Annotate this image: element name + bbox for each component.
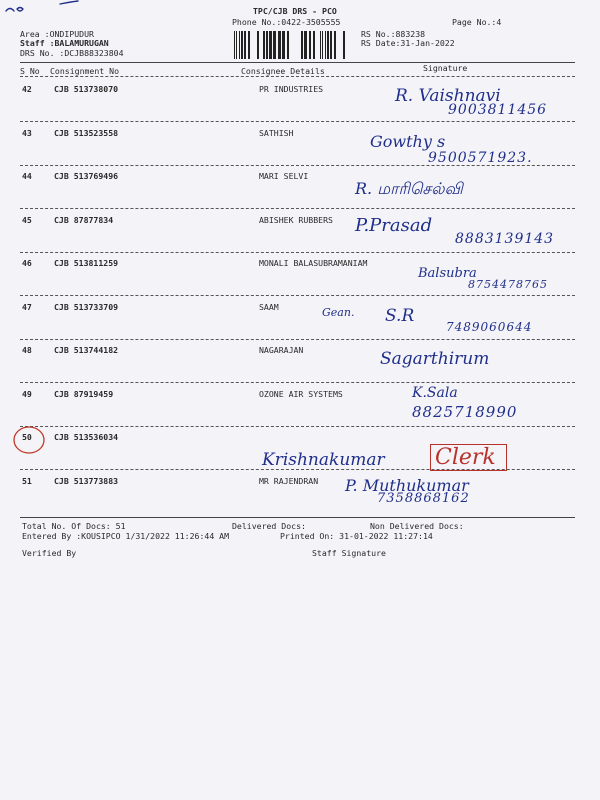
row-divider: [20, 469, 575, 470]
verified-by: Verified By: [22, 548, 77, 558]
row-sno: 47: [22, 301, 32, 312]
row-signature: R. மாரிசெல்வி: [355, 179, 463, 198]
rs-number: RS No.:883238: [361, 29, 426, 39]
row-consignee: OZONE AIR SYSTEMS: [259, 388, 343, 399]
non-delivered-docs: Non Delivered Docs:: [370, 521, 464, 531]
row-signature: Krishnakumar: [262, 450, 385, 470]
row-consignment: CJB 513744182: [54, 345, 119, 355]
row-sno: 51: [22, 475, 32, 486]
row-phone-handwritten: 7358868162: [377, 490, 470, 506]
column-rule: [20, 76, 575, 77]
staff-label: Staff :BALAMURUGAN: [20, 38, 109, 48]
footer-rule: [20, 517, 575, 518]
row-stamp-signature: Clerk: [430, 444, 507, 471]
row-consignee: SATHISH: [259, 127, 294, 138]
col-sno: S No: [20, 66, 40, 76]
row-sno: 44: [22, 171, 32, 181]
row-consignee: SAAM: [259, 301, 279, 312]
row-consignment: CJB 513738070: [54, 84, 119, 94]
row-phone-handwritten: 9003811456: [448, 102, 548, 118]
row-sno: 48: [22, 345, 32, 355]
row-signature: Balsubra: [418, 266, 477, 281]
row-divider: [20, 165, 575, 166]
printed-on: Printed On: 31-01-2022 11:27:14: [280, 531, 433, 541]
row-consignment: CJB 513773883: [54, 475, 119, 486]
row-consignment: CJB 87919459: [54, 388, 114, 399]
row-phone-handwritten: 7489060644: [446, 319, 533, 334]
barcode: [231, 31, 351, 60]
row-sno: 46: [22, 258, 32, 268]
red-circle-mark: [10, 424, 50, 458]
row-sno: 45: [22, 214, 32, 225]
row-signature: S.R: [385, 305, 415, 326]
row-sno: 50: [22, 432, 32, 442]
row-divider: [20, 339, 575, 340]
row-consignment: CJB 513733709: [54, 301, 119, 312]
delivered-docs: Delivered Docs:: [232, 521, 306, 531]
drs-number: DRS No. :DCJB88323804: [20, 48, 124, 58]
row-divider: [20, 382, 575, 383]
row-divider: [20, 208, 575, 209]
rs-date: RS Date:31-Jan-2022: [361, 38, 455, 48]
row-signature: Sagarthirum: [380, 349, 490, 369]
header-rule: [20, 62, 575, 63]
row-divider: [20, 121, 575, 122]
row-signature: P.Prasad: [355, 214, 433, 236]
row-consignee: NAGARAJAN: [259, 345, 304, 355]
total-docs: Total No. Of Docs: 51: [22, 521, 126, 531]
row-phone-handwritten: 9500571923.: [428, 149, 533, 166]
row-consignee: ABISHEK RUBBERS: [259, 214, 333, 225]
row-sno: 49: [22, 388, 32, 399]
row-consignee: MR RAJENDRAN: [259, 475, 319, 486]
row-consignment: CJB 513523558: [54, 127, 119, 138]
row-consignment: CJB 513769496: [54, 171, 119, 181]
row-consignment: CJB 513811259: [54, 258, 119, 268]
row-sno: 42: [22, 84, 32, 94]
area-label: Area :ONDIPUDUR: [20, 29, 94, 39]
row-divider: [20, 252, 575, 253]
col-consignment: Consignment No: [50, 66, 120, 76]
document-title: TPC/CJB DRS - PCO: [253, 6, 337, 16]
row-phone-handwritten: 8825718990: [412, 402, 518, 421]
row-consignee: MARI SELVI: [259, 171, 309, 181]
row-consignee: PR INDUSTRIES: [259, 84, 324, 94]
row-consignee: MONALI BALASUBRAMANIAM: [259, 258, 368, 268]
col-consignee: Consignee Details: [241, 66, 325, 76]
row-consignment: CJB 87877834: [54, 214, 114, 225]
row-signature: P. Muthukumar: [345, 475, 469, 495]
row-divider: [20, 426, 575, 427]
row-sno: 43: [22, 127, 32, 138]
row-phone-handwritten: 8883139143: [455, 230, 555, 247]
phone-number: Phone No.:0422-3505555: [232, 17, 341, 27]
col-signature: Signature: [423, 63, 468, 73]
row-note: Gean.: [322, 305, 355, 319]
entered-by: Entered By :KOUSIPCO 1/31/2022 11:26:44 AM: [22, 531, 230, 541]
staff-signature: Staff Signature: [312, 548, 386, 558]
row-consignment: CJB 513536034: [54, 432, 119, 442]
row-signature: Gowthy s: [370, 131, 446, 151]
row-signature: R. Vaishnavi: [395, 86, 501, 106]
row-signature: K.Sala: [412, 384, 458, 401]
corner-scribble: [0, 0, 80, 20]
row-divider: [20, 295, 575, 296]
row-phone-handwritten: 8754478765: [468, 278, 548, 291]
page-number: Page No.:4: [452, 17, 502, 27]
